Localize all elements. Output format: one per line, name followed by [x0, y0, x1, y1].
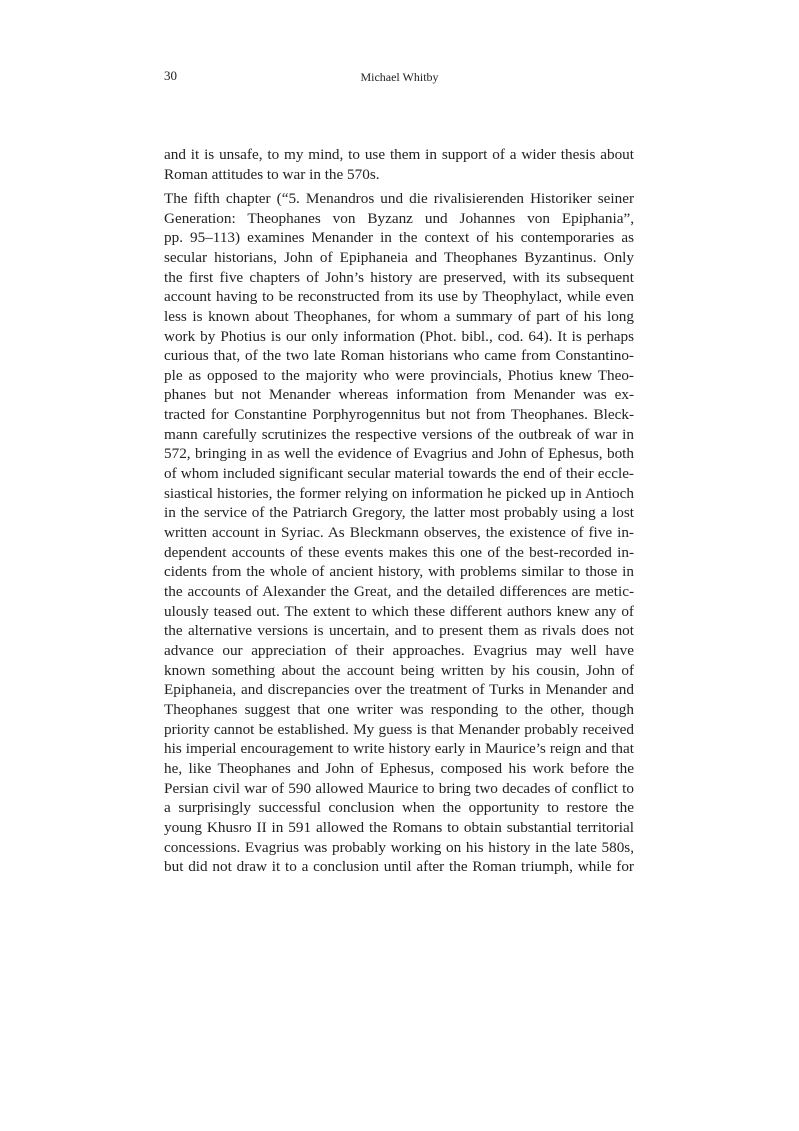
- page-number: 30: [164, 68, 177, 83]
- text-line: The fifth chapter (“5. Menandros und die rivalisierenden Historiker seiner: [164, 189, 634, 207]
- text-line: Epiphaneia, and discrepancies over the treatment of Turks in Menander and: [164, 681, 634, 699]
- text-line: the alternative versions is uncertain, and to present them as rivals does not: [164, 622, 634, 640]
- text-line: cidents from the whole of ancient history, with problems similar to those in: [164, 563, 634, 581]
- text-line: ple as opposed to the majority who were provincials, Photius knew Theo-: [164, 366, 634, 384]
- paragraph: [164, 189, 634, 877]
- body-text: [164, 145, 634, 881]
- text-line: but did not draw it to a conclusion until after the Roman triumph, while for: [164, 858, 634, 876]
- text-line: advance our appreciation of their approaches. Evagrius may well have: [164, 642, 634, 659]
- text-line: he, like Theophanes and John of Ephesus, composed his work before the: [164, 759, 634, 777]
- text-line: work by Photius is our only information (Phot. bibl., cod. 64). It is perhaps: [164, 327, 634, 345]
- text-line: ulously teased out. The extent to which these different authors knew any of: [164, 602, 634, 620]
- text-line: young Khusro II in 591 allowed the Romans to obtain substantial territorial: [164, 818, 634, 836]
- text-line: his imperial encouragement to write history early in Maurice’s reign and that: [164, 740, 634, 758]
- text-line: curious that, of the two late Roman historians who came from Constantino-: [164, 347, 634, 365]
- text-line: in the service of the Patriarch Gregory, the latter most probably using a lost: [164, 504, 634, 522]
- text-line: Theophanes suggest that one writer was responding to the other, though: [164, 700, 634, 718]
- text-line: mann carefully scrutinizes the respective versions of the outbreak of war in: [164, 425, 634, 443]
- text-line: priority cannot be established. My guess is that Menander probably received: [164, 720, 634, 738]
- text-line: and it is unsafe, to my mind, to use them in support of a wider thesis about: [164, 146, 634, 163]
- text-line: account having to be reconstructed from its use by Theophylact, while even: [164, 288, 634, 306]
- text-line: concessions. Evagrius was probably working on his history in the late 580s,: [164, 838, 634, 856]
- text-line: tracted for Constantine Porphyrogennitus but not from Theophanes. Bleck-: [164, 406, 634, 424]
- text-line: Generation: Theophanes von Byzanz und Johannes von Epiphania”,: [164, 209, 634, 227]
- text-line: pp. 95–113) examines Menander in the context of his contemporaries as: [164, 229, 634, 247]
- text-line: phanes but not Menander whereas information from Menander was ex-: [164, 386, 634, 404]
- text-line: of whom included significant secular material towards the end of their eccle-: [164, 465, 634, 483]
- text-line: less is known about Theophanes, for whom a summary of part of his long: [164, 307, 634, 325]
- text-line: written account in Syriac. As Bleckmann observes, the existence of five in-: [164, 524, 634, 542]
- paragraph: [164, 145, 634, 184]
- text-line: the accounts of Alexander the Great, and the detailed differences are metic-: [164, 583, 634, 601]
- text-line: Roman attitudes to war in the 570s.: [164, 165, 380, 183]
- text-line: siastical histories, the former relying on information he picked up in Antioch: [164, 484, 634, 502]
- text-line: known something about the account being written by his cousin, John of: [164, 661, 634, 679]
- text-line: a surprisingly successful conclusion when the opportunity to restore the: [164, 799, 634, 817]
- text-line: Persian civil war of 590 allowed Maurice to bring two decades of conflict to: [164, 779, 634, 797]
- text-line: dependent accounts of these events makes this one of the best-recorded in-: [164, 543, 634, 561]
- text-line: 572, bringing in as well the evidence of Evagrius and John of Ephesus, both: [164, 445, 634, 463]
- text-line: secular historians, John of Epiphaneia and Theophanes Byzantinus. Only: [164, 248, 634, 266]
- text-line: the first five chapters of John’s history are preserved, with its subsequent: [164, 268, 634, 286]
- running-head: Michael Whitby: [360, 70, 439, 84]
